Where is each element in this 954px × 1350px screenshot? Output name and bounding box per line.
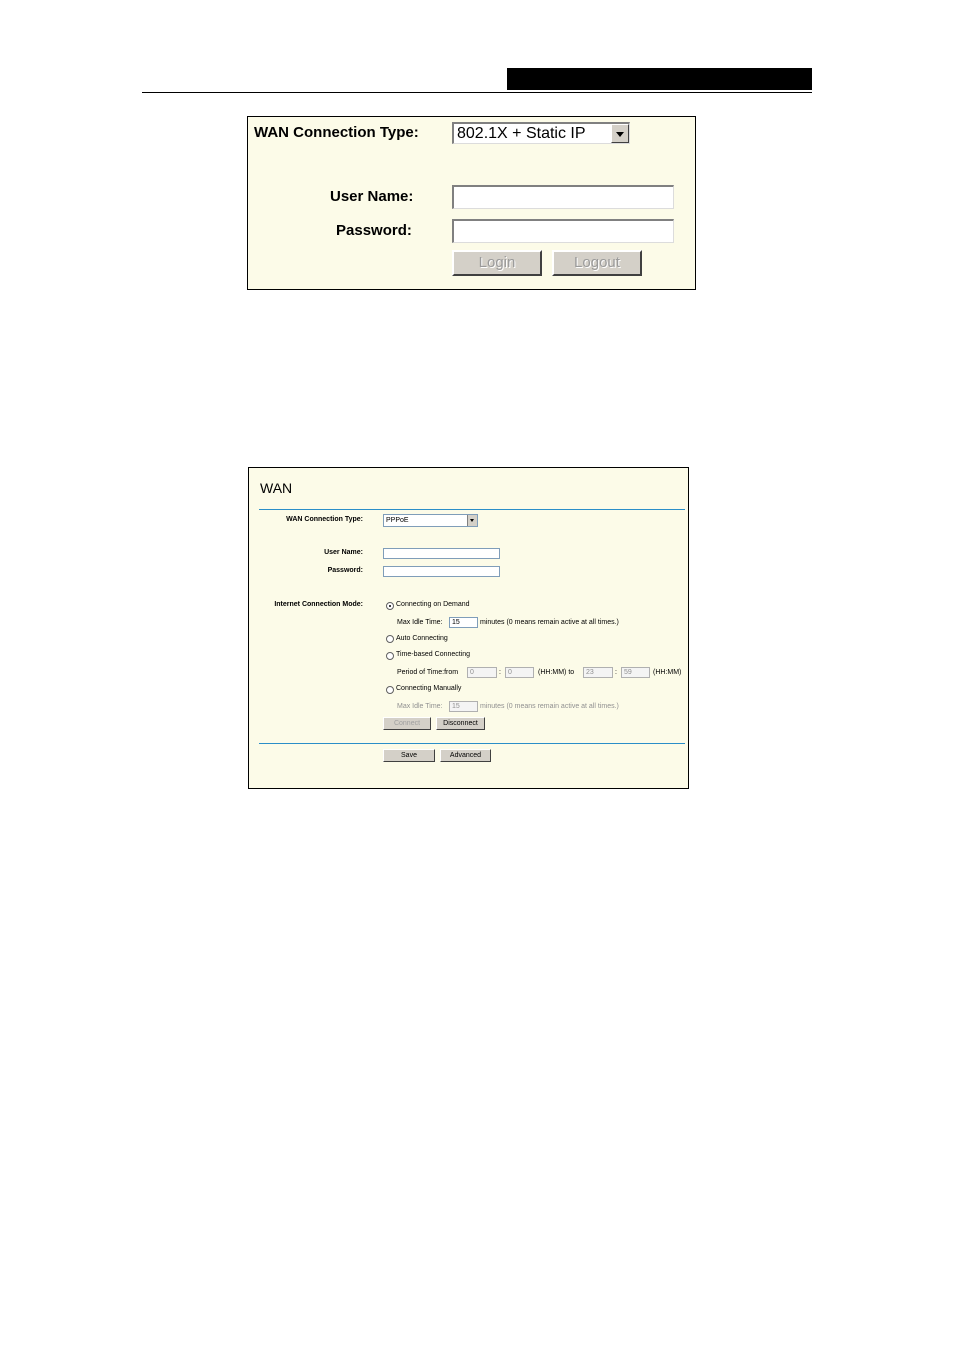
wan-type-value: 802.1X + Static IP	[457, 125, 586, 142]
to-hour-input[interactable]: 23	[583, 667, 613, 678]
max-idle-input[interactable]: 15	[449, 617, 478, 628]
wan-type-select[interactable]	[452, 122, 630, 144]
advanced-button[interactable]: Advanced	[440, 749, 491, 762]
wan-type-value: PPPoE	[386, 517, 409, 524]
manual-label: Connecting Manually	[396, 685, 462, 692]
colon-2: :	[615, 669, 617, 676]
from-hour-input[interactable]: 0	[467, 667, 497, 678]
username-label: User Name:	[330, 188, 414, 205]
wan-type-select[interactable]	[383, 514, 478, 527]
wan-type-label: WAN Connection Type:	[286, 516, 363, 523]
from-minute-input[interactable]: 0	[505, 667, 534, 678]
colon-1: :	[499, 669, 501, 676]
max-idle-note: minutes (0 means remain active at all times.)	[480, 619, 619, 626]
hhmm-to-label: (HH:MM) to	[538, 669, 575, 676]
password-label: Password:	[327, 567, 363, 574]
divider-top	[259, 509, 685, 510]
radio-manual[interactable]	[386, 686, 394, 694]
login-button[interactable]: Login	[452, 250, 542, 276]
radio-auto[interactable]	[386, 635, 394, 643]
max-idle2-note: minutes (0 means remain active at all times.)	[480, 703, 619, 710]
logout-button[interactable]: Logout	[552, 250, 642, 276]
connection-mode-label: Internet Connection Mode:	[274, 601, 363, 608]
radio-on-demand[interactable]	[386, 602, 394, 610]
divider-bottom	[259, 743, 685, 744]
page-title: WAN	[260, 480, 293, 496]
max-idle2-label: Max Idle Time:	[397, 703, 443, 710]
on-demand-label: Connecting on Demand	[396, 601, 470, 608]
chevron-down-icon[interactable]	[467, 515, 477, 526]
header-bar	[507, 68, 812, 90]
header-rule	[142, 92, 812, 93]
connect-button[interactable]: Connect	[383, 717, 431, 730]
panel-pppoe	[248, 467, 689, 789]
wan-type-label: WAN Connection Type:	[254, 124, 419, 141]
username-input[interactable]	[383, 548, 500, 559]
period-label: Period of Time:from	[397, 669, 459, 676]
chevron-down-icon[interactable]	[611, 124, 629, 143]
time-based-label: Time-based Connecting	[396, 651, 471, 658]
max-idle-label: Max Idle Time:	[397, 619, 443, 626]
username-input[interactable]	[452, 185, 674, 209]
password-label: Password:	[336, 222, 412, 239]
auto-label: Auto Connecting	[396, 635, 448, 642]
to-minute-input[interactable]: 59	[621, 667, 650, 678]
username-label: User Name:	[324, 549, 363, 556]
save-button[interactable]: Save	[383, 749, 435, 762]
password-input[interactable]	[452, 219, 674, 243]
password-input[interactable]	[383, 566, 500, 577]
radio-time-based[interactable]	[386, 652, 394, 660]
hhmm-label: (HH:MM)	[653, 669, 682, 676]
panel-8021x	[247, 116, 696, 290]
max-idle2-input[interactable]: 15	[449, 701, 478, 712]
disconnect-button[interactable]: Disconnect	[436, 717, 485, 730]
